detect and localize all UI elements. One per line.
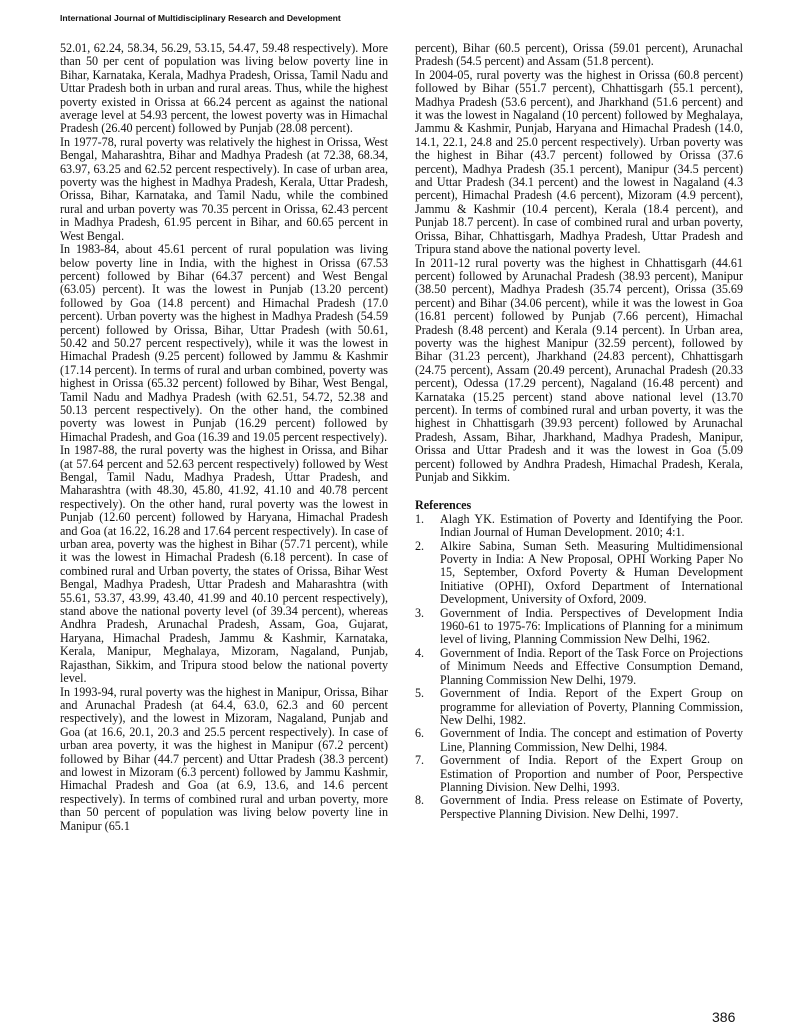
paragraph: In 1987-88, the rural poverty was the highest in Orissa, and Bihar (at 57.64 percent and 52.63 percent respectively) followed by West Bengal, Tamil Nadu, Madhya Pradesh, Uttar Pradesh, and Maharashtra (with 48.30, 45.80, 41.92, 41.10 and 40.78 percent respectively). On the other hand, rural poverty was the lowest in Punjab (12.60 percent) followed by Haryana, Himachal Pradesh and Goa (at 16.22, 16.28 and 17.64 percent respectively). In case of urban area, poverty was the highest in Bihar (57.71 percent), while it was the lowest in Himachal Pradesh (6.18 percent). In case of combined rural and Urban poverty, the states of Orissa, Bihar West Bengal, Madhya Pradesh, Uttar Pradesh and Maharashtra (with 55.61, 53.37, 43.99, 43.40, 41.99 and 40.10 percent respectively), stand above the national poverty level (of 39.34 percent), whereas Andhra Pradesh, Arunachal Pradesh, Assam, Goa, Gujarat, Haryana, Himachal Pradesh, Jammu & Kashmir, Karnataka, Kerala, Manipur, Meghalaya, Mizoram, Nagaland, Punjab, Rajasthan, Sikkim, and Tripura stood below the national poverty level. (60, 443, 388, 686)
reference-number: 1. (415, 511, 425, 526)
reference-number: 4. (415, 645, 425, 660)
reference-item (415, 647, 743, 687)
reference-item (415, 754, 743, 794)
reference-item (415, 513, 743, 540)
paragraph: In 1993-94, rural poverty was the highest in Manipur, Orissa, Bihar and Arunachal Pradesh (at 64.4, 63.0, 62.3 and 60 percent respectively), and the lowest in Mizoram, Nagaland, Punjab and Goa (at 16.6, 20.1, 20.3 and 25.5 percent respectively). In case of urban area poverty, it was the highest in Manipur (67.2 percent) followed by Bihar (44.7 percent) and Uttar Pradesh (38.3 percent) and lowest in Mizoram (6.3 percent) followed by Jammu Kashmir, Himachal Pradesh and Goa (at 6.9, 13.6, and 14.6 percent respectively). In terms of combined rural and urban poverty, more than 50 percent of population was living below poverty line in Manipur (65.1 (60, 684, 388, 833)
paragraph: In 1977-78, rural poverty was relatively the highest in Orissa, West Bengal, Maharashtra, Bihar and Madhya Pradesh (at 72.38, 68.34, 63.97, 63.25 and 62.52 percent respectively). In case of urban area, poverty was the highest in Madhya Pradesh, Kerala, Uttar Pradesh, Orissa, Bihar, Karnataka, and Tamil Nadu, while the combined rural and urban poverty was 70.35 percent in Orissa, 62.43 percent in Madhya Pradesh, 61.95 percent in Bihar, and 60.65 percent in West Bengal. (60, 134, 388, 243)
reference-number: 5. (415, 686, 425, 701)
right-column (415, 42, 743, 821)
reference-item (415, 727, 743, 754)
reference-text: Government of India. The concept and estimation of Poverty Line, Planning Commission, New Delhi, 1984. (440, 726, 743, 754)
reference-text: Alagh YK. Estimation of Poverty and Identifying the Poor. Indian Journal of Human Development. 2010; 4:1. (440, 511, 743, 540)
paragraph: In 2011-12 rural poverty was the highest in Chhattisgarh (44.61 percent) followed by Arunachal Pradesh (38.93 percent), Manipur (38.50 percent), Madhya Pradesh (35.74 percent), Orissa (35.69 percent) and Bihar (34.06 percent), while it was the lowest in Goa (16.81 percent) followed by Punjab (7.66 percent), Himachal Pradesh (8.48 percent) and Kerala (9.14 percent). In Urban area, poverty was the highest Manipur (32.59 percent), followed by Bihar (31.23 percent), Jharkhand (24.83 percent), Chhattisgarh (24.75 percent), Assam (20.49 percent), Arunachal Pradesh (20.33 percent), Odessa (17.29 percent), Nagaland (16.48 percent) and Karnataka (15.25 percent) stand above national level (13.70 percent). In terms of combined rural and urban poverty, it was the highest in Chhattisgarh (39.93 percent) followed by Arunachal Pradesh, Assam, Bihar, Jharkhand, Madhya Pradesh, Manipur, Orissa and Uttar Pradesh and it was the lowest in Goa (5.09 percent) followed by Andhra Pradesh, Himachal Pradesh, Kerala, Punjab and Sikkim. (415, 255, 743, 484)
paragraph: percent), Bihar (60.5 percent), Orissa (59.01 percent), Arunachal Pradesh (54.5 percent) and Assam (51.8 percent). (415, 41, 743, 69)
reference-number: 3. (415, 605, 425, 620)
reference-item (415, 794, 743, 821)
reference-text: Government of India. Report of the Expert Group on Estimation of Proportion and number of Poor, Perspective Planning Division. New Delhi, 1993. (440, 753, 743, 794)
paragraph: In 1983-84, about 45.61 percent of rural population was living below poverty line in India, with the highest in Orissa (67.53 percent) followed by Bihar (64.37 percent) and West Bengal (63.05) percent). It was the lowest in Punjab (13.20 percent) followed by Goa (14.8 percent) and Himachal Pradesh (17.0 percent). Urban poverty was the highest in Madhya Pradesh (54.59 percent) followed by Orissa, Bihar, Uttar Pradesh (with 50.61, 50.42 and 50.27 percent respectively), while it was the lowest in Himachal Pradesh (9.25 percent) followed by Jammu & Kashmir (17.14 percent). In terms of rural and urban combined, poverty was highest in Orissa (65.32 percent) followed by Bihar, West Bengal, Tamil Nadu and Madhya Pradesh (with 62.51, 54.72, 52.38 and 50.13 percent respectively). On the other hand, the combined poverty was lowest in Punjab (16.29 percent) followed by Himachal Pradesh, and Goa (16.39 and 19.05 percent respectively). (60, 242, 388, 444)
reference-item (415, 607, 743, 647)
reference-number: 7. (415, 753, 425, 768)
reference-number: 8. (415, 793, 425, 808)
reference-text: Government of India. Report of the Task Force on Projections of Minimum Needs and Effective Consumption Demand, Planning Commission New Delhi, 1979. (440, 645, 743, 687)
page-number: 386 (712, 1009, 736, 1025)
reference-text: Government of India. Report of the Expert Group on programme for alleviation of Poverty, Planning Commission, New Delhi, 1982. (440, 686, 743, 727)
left-column (60, 42, 388, 833)
reference-number: 6. (415, 726, 425, 741)
reference-text: Alkire Sabina, Suman Seth. Measuring Multidimensional Poverty in India: A New Proposal, OPHI Working Paper No 15, September, Oxford Poverty & Human Development Initiative (OPHI), Oxford Department of International Development, University of Oxford, 2009. (440, 538, 743, 607)
paragraph: In 2004-05, rural poverty was the highest in Orissa (60.8 percent) followed by Bihar (551.7 percent), Chhattisgarh (55.1 percent), Madhya Pradesh (53.6 percent), and Jharkhand (51.6 percent) and it was the lowest in Nagaland (10 percent) followed by Meghalaya, Jammu & Kashmir, Punjab, Haryana and Himachal Pradesh (14.0, 14.1, 22.1, 24.8 and 25.0 percent respectively). Urban poverty was the highest in Bihar (43.7 percent) followed by Orissa (37.6 percent), Madhya Pradesh (35.1 percent), Manipur (34.5 percent) and Uttar Pradesh (34.1 percent) and the lowest in Nagaland (4.3 percent), Himachal Pradesh (4.6 percent), Mizoram (4.9 percent), Jammu & Kashmir (10.4 percent), Kerala (18.4 percent), and Punjab 18.7 percent). In case of combined rural and urban poverty, Orissa, Bihar, Chhattisgarh, Madhya Pradesh, Uttar Pradesh and Tripura stand above the national poverty level. (415, 67, 743, 257)
reference-item (415, 687, 743, 727)
journal-header: International Journal of Multidisciplinary Research and Development (60, 13, 341, 23)
reference-text: Government of India. Perspectives of Development India 1960-61 to 1975-76: Implications of Planning for a minimum level of living, Planning Commission New Delhi, 1962. (440, 605, 743, 647)
references-title: References (415, 498, 472, 513)
reference-number: 2. (415, 538, 425, 553)
paragraph: 52.01, 62.24, 58.34, 56.29, 53.15, 54.47, 59.48 respectively). More than 50 per cent of population was living below poverty line in Bihar, Karnataka, Kerala, Madhya Pradesh, Orissa, Tamil Nadu and Uttar Pradesh both in urban and rural areas. Thus, while the highest poverty existed in Orissa at 66.24 percent as against the national average level at 54.93 percent, the lowest poverty was in Himachal Pradesh (26.40 percent) followed by Punjab (28.08 percent). (60, 41, 388, 136)
references-list (415, 513, 743, 821)
reference-text: Government of India. Press release on Estimate of Poverty, Perspective Planning Division. New Delhi, 1997. (440, 793, 743, 821)
reference-item (415, 540, 743, 607)
